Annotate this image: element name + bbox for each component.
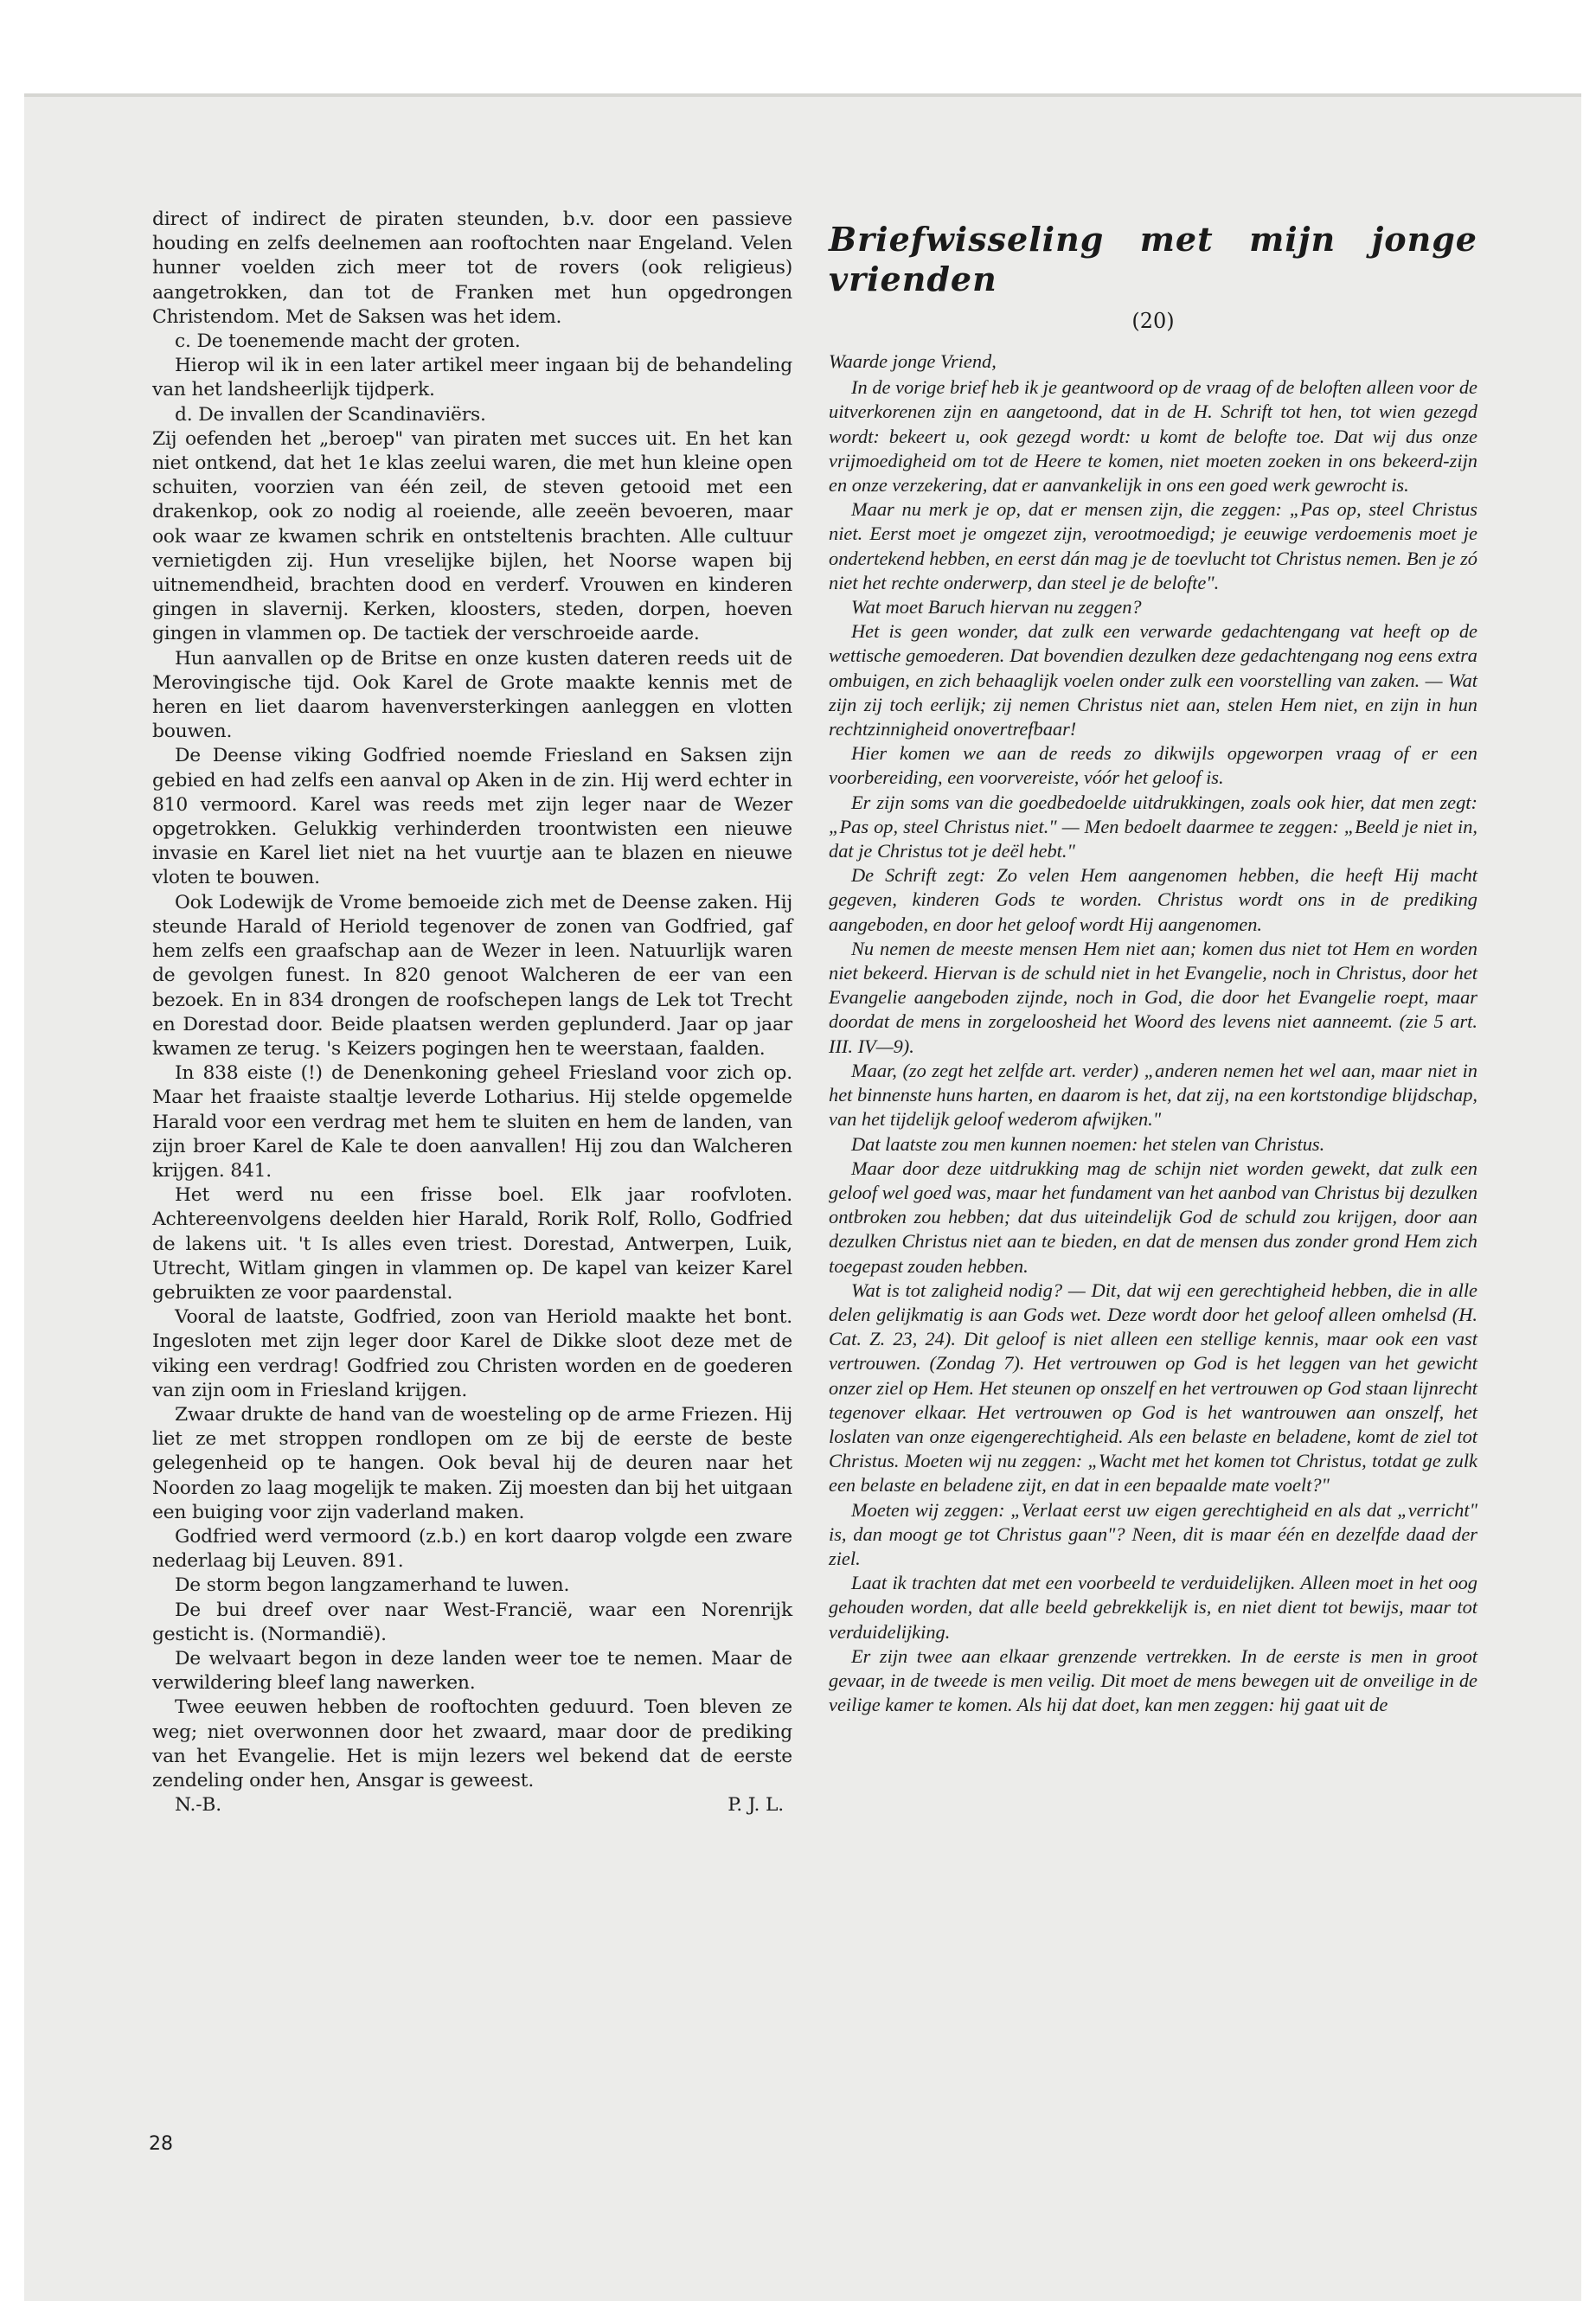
page-number: 28 [149, 2133, 173, 2155]
paragraph: direct of indirect de piraten steunden, b.v. door een passieve houding en zelfs deelnemen aan rooftochten naar Engeland. Velen hunner voelden zich meer tot de rovers (ook religieus) aangetrokken, dan tot de Franken met hun opgedrongen Christendom. Met de Saksen was het idem. [152, 208, 792, 328]
letter-body [829, 375, 1477, 1717]
signature-author: P. J. L. [727, 1794, 784, 1817]
article-title: Briefwisseling met mijn jonge vrienden [829, 220, 1477, 298]
letter-paragraph: Er zijn soms van die goedbedoelde uitdrukkingen, zoals ook hier, dat men zegt: „Pas op, steel Christus niet." — Men bedoelt daarmee te zeggen: „Beeld je niet in, dat je Christus tot je deël hebt." [829, 791, 1477, 862]
letter-paragraph: Laat ik trachten dat met een voorbeeld te verduidelijken. Alleen moet in het oog gehouden worden, dat alle beeld gebrekkelijk is, en niet dient tot bewijs, maar tot verduidelijking. [829, 1572, 1477, 1643]
letter-paragraph: Hier komen we aan de reeds zo dikwijls opgeworpen vraag of er een voorbereiding, een voorvereiste, vóór het geloof is. [829, 742, 1477, 789]
paragraph: Het werd nu een frisse boel. Elk jaar roofvloten. Achtereenvolgens deelden hier Harald, Rorik Rolf, Rollo, Godfried de lakens uit. 't Is alles even triest. Dorestad, Antwerpen, Luik, Utrecht, Witlam gingen in vlammen op. De kapel van keizer Karel gebruikten ze voor paardenstal. [152, 1184, 792, 1304]
letter-paragraph: Wat moet Baruch hiervan nu zeggen? [851, 596, 1142, 619]
letter-paragraph: De Schrift zegt: Zo velen Hem aangenomen hebben, die heeft Hij macht gegeven, kinderen Gods te worden. Christus wordt ons in de prediking aangeboden, en door het geloof wordt Hij aangenomen. [829, 864, 1477, 935]
paragraph: De storm begon langzamerhand te luwen. [175, 1574, 570, 1597]
letter-paragraph: Moeten wij zeggen: „Verlaat eerst uw eigen gerechtigheid en als dat „verricht" is, dan moogt ge tot Christus gaan"? Neen, dit is maar één en dezelfde daad der ziel. [829, 1498, 1477, 1569]
signature-place: N.-B. [175, 1794, 221, 1817]
left-column [152, 208, 792, 1817]
letter-paragraph: Er zijn twee aan elkaar grenzende vertrekken. In de eerste is men in groot gevaar, in de tweede is men veilig. Dit moet de mens bewegen uit de onveilige in de veilige kamer te komen. Als hij dat doet, kan men zeggen: hij gaat uit de [829, 1644, 1477, 1716]
paragraph: In 838 eiste (!) de Denenkoning geheel Friesland voor zich op. Maar het fraaiste staaltje leverde Lotharius. Hij stelde opgemelde Harald voor een verdrag met hem te sluiten en hem de landen, van zijn broer Karel de Kale te doen aanvallen! Hij zou dan Walcheren krijgen. 841. [152, 1062, 792, 1182]
letter-paragraph: Maar door deze uitdrukking mag de schijn niet worden gewekt, dat zulk een geloof wel goed was, maar het fundament van het aanbod van Christus bij dezulken ontbroken zou hebben; dat dus uiteindelijk God de schuld zou krijgen, door aan dezulken Christus niet aan te bieden, en dat de mensen dus zonder grond Hem zich toegepast zouden hebben. [829, 1157, 1478, 1277]
letter-paragraph: In de vorige brief heb ik je geantwoord op de vraag of de beloften alleen voor de uitverkorenen zijn en aangetoond, dat in de H. Schrift tot hen, tot wien gezegd wordt: bekeert u, ook gezegd wordt: u komt de belofte toe. Dat wij dus onze vrijmoedigheid om tot de Heere te komen, niet moeten zoeken in ons bekeerd-zijn en onze verzekering, dat er aanvankelijk in ons een goed werk gewrocht is. [829, 376, 1477, 497]
right-column [829, 208, 1477, 1717]
letter-paragraph: Dat laatste zou men kunnen noemen: het stelen van Christus. [851, 1132, 1325, 1155]
paragraph: Vooral de laatste, Godfried, zoon van Heriold maakte het bont. Ingesloten met zijn leger door Karel de Dikke sloot deze met de viking een verdrag! Godfried zou Christen worden en de goederen van zijn oom in Friesland krijgen. [152, 1306, 792, 1401]
letter-paragraph: Het is geen wonder, dat zulk een verwarde gedachtengang vat heeft op de wettische gemoederen. Dat bovendien dezulken deze gedachtengang nog eens extra ombuigen, en zich behaaglijk voelen onder zulk een voorstelling van zaken. — Wat zijn zij toch eerlijk; zij nemen Christus niet aan, stelen Hem niet, en zijn in hun rechtzinnigheid onovertrefbaar! [829, 620, 1477, 740]
paragraph: Hun aanvallen op de Britse en onze kusten dateren reeds uit de Merovingische tijd. Ook Karel de Grote maakte kennis met de heren en liet daarom havenversterkingen aanleggen en vlotten bouwen. [152, 647, 792, 743]
letter-paragraph: Maar, (zo zegt het zelfde art. verder) „anderen nemen het wel aan, maar niet in het binnenste huns harten, en daarom is het, dat zij, na een kortstondige blijdschap, van het tijdelijk geloof wederom afwijken." [829, 1059, 1477, 1131]
letter-greeting: Waarde jonge Vriend, [829, 350, 997, 372]
paragraph: Hierop wil ik in een later artikel meer ingaan bij de behandeling van het landsheerlijk tijdperk. [152, 355, 792, 401]
series-number: (20) [1131, 309, 1175, 333]
paragraph: Zij oefenden het „beroep" van piraten met succes uit. En het kan niet ontkend, dat het 1e klas zeelui waren, die met hun kleine open schuiten, voorzien van één zeil, de steven getooid met een drakenkop, ook zo nodig al roeiende, alle zeeën bevoeren, maar ook waar ze kwamen schrik en ontsteltenis brachten. Alle cultuur vernietigden zij. Hun vreselijke bijlen, het Noorse wapen bij uitnemendheid, brachten dood en verderf. Vrouwen en kinderen gingen in slavernij. Kerken, kloosters, steden, dorpen, hoeven gingen in vlammen op. De tactiek der verschroeide aarde. [152, 427, 792, 645]
signature-line [152, 1793, 792, 1817]
paragraph: De Deense viking Godfried noemde Friesland en Saksen zijn gebied en had zelfs een aanval op Aken in de zin. Hij werd echter in 810 vermoord. Karel was reeds met zijn leger naar de Wezer opgetrokken. Gelukkig verhinderden troontwisten een nieuwe invasie en Karel liet niet na het vuurtje aan te blazen en nieuwe vloten te bouwen. [152, 745, 792, 889]
paragraph: De welvaart begon in deze landen weer toe te nemen. Maar de verwildering bleef lang nawerken. [152, 1647, 792, 1695]
page-edge [24, 93, 1581, 97]
paragraph: De bui dreef over naar West-Francië, waar een Norenrijk gesticht is. (Normandië). [152, 1599, 792, 1645]
paragraph: Godfried werd vermoord (z.b.) en kort daarop volgde een zware nederlaag bij Leuven. 891. [152, 1525, 792, 1573]
paragraph: d. De invallen der Scandinaviërs. [175, 403, 486, 426]
paragraph: Ook Lodewijk de Vrome bemoeide zich met de Deense zaken. Hij steunde Harald of Heriold tegenover de zonen van Godfried, gaf hem zelfs een graafschap aan de Wezer in leen. Natuurlijk waren de gevolgen funest. In 820 genoot Walcheren de eer van een bezoek. En in 834 drongen de roofschepen langs de Lek tot Trecht en Dorestad door. Beide plaatsen werden geplunderd. Jaar op jaar kwamen ze terug. 's Keizers pogingen hen te weerstaan, faalden. [152, 891, 792, 1060]
paragraph: Zwaar drukte de hand van de woesteling op de arme Friezen. Hij liet ze met stroppen rondlopen om ze bij de eerste de beste gelegenheid op te hangen. Ook beval hij de deuren naar het Noorden zo laag mogelijk te maken. Zij moesten dan bij het uitgaan een buiging voor zijn vaderland maken. [152, 1403, 792, 1523]
letter-paragraph: Wat is tot zaligheid nodig? — Dit, dat wij een gerechtigheid hebben, die in alle delen gelijkmatig is aan Gods wet. Deze wordt door het geloof alleen omhelsd (H. Cat. Z. 23, 24). Dit geloof is niet alleen een stellige kennis, maar ook een vast vertrouwen. (Zondag 7). Het vertrouwen op God is het leggen van het gewicht onzer ziel op Hem. Het steunen op onszelf en het vertrouwen op God staan lijnrecht tegenover elkaar. Het vertrouwen op God is het wantrouwen aan onszelf, het loslaten van onze eigengerechtigheid. Als een belaste en beladene, komt de ziel tot Christus. Moeten wij nu zeggen: „Wacht met het komen tot Christus, totdat ge zulk een belaste en beladene zijt, en dat in een bepaalde mate voelt?" [829, 1279, 1477, 1497]
letter-paragraph: Maar nu merk je op, dat er mensen zijn, die zeggen: „Pas op, steel Christus niet. Eerst moet je omgezet zijn, verootmoedigd; je eeuwige verdoemenis moet je ondertekend hebben, en eerst dán mag je de toevlucht tot Christus nemen. Ben je zó niet het rechte onderwerp, dan steel je de belofte". [829, 498, 1477, 593]
paragraph: Twee eeuwen hebben de rooftochten geduurd. Toen bleven ze weg; niet overwonnen door het zwaard, maar door de prediking van het Evangelie. Het is mijn lezers wel bekend dat de eerste zendeling onder hen, Ansgar is geweest. [152, 1696, 792, 1791]
letter-paragraph: Nu nemen de meeste mensen Hem niet aan; komen dus niet tot Hem en worden niet bekeerd. Hiervan is de schuld niet in het Evangelie, noch in Christus, door het Evangelie aangeboden zijnde, noch in God, die door het Evangelie roept, maar doordat de mens in zorgeloosheid het Woord des levens niet aanneemt. (zie 5 art. III. IV—9). [829, 937, 1477, 1057]
paragraph: c. De toenemende macht der groten. [175, 330, 521, 353]
